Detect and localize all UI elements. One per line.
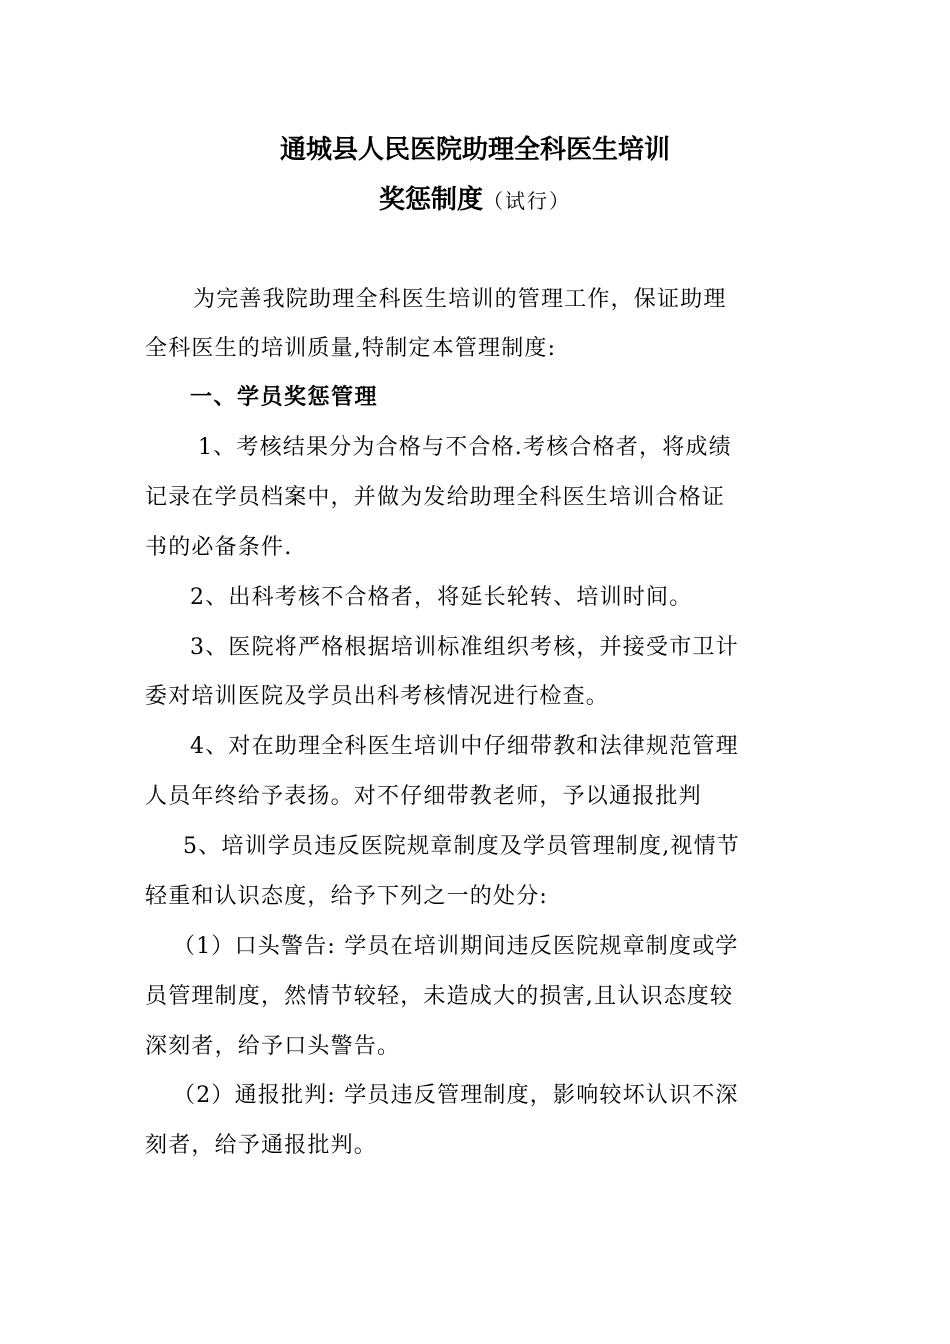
item-1-line-3: 书的必备条件.: [145, 535, 293, 560]
sub-item-1-line-2: 员管理制度，然情节较轻，未造成大的损害,且认识态度较: [145, 984, 734, 1009]
item-5-line-2: 轻重和认识态度，给予下列之一的处分:: [145, 884, 549, 909]
item-4-line-2: 人员年终给予表扬。对不仔细带教老师，予以通报批判: [145, 784, 702, 809]
sub-item-2-line-2: 刻者，给予通报批判。: [145, 1133, 378, 1158]
item-1-line-1: 1、考核结果分为合格与不合格.考核合格者，将成绩: [198, 435, 732, 460]
document-title-line-2: [0, 183, 950, 218]
sub-item-2-line-1: （2）通报批判: 学员违反管理制度，影响较坏认识不深: [173, 1083, 739, 1108]
item-1-line-2: 记录在学员档案中，并做为发给助理全科医生培训合格证: [145, 485, 726, 510]
sub-item-1-line-3: 深刻者，给予口头警告。: [145, 1034, 401, 1059]
paragraph-intro-line-2: 全科医生的培训质量,特制定本管理制度:: [145, 336, 557, 361]
document-title-line-1: 通城县人民医院助理全科医生培训: [279, 135, 670, 165]
document-title-main: 奖惩制度: [378, 185, 483, 215]
section-heading: 一、学员奖惩管理: [190, 385, 379, 410]
document-title-suffix: （试行）: [483, 189, 571, 213]
item-3-line-1: 3、医院将严格根据培训标准组织考核，并接受市卫计: [190, 635, 739, 660]
item-2-line-1: 2、出科考核不合格者，将延长轮转、培训时间。: [190, 585, 693, 610]
item-5-line-1: 5、培训学员违反医院规章制度及学员管理制度,视情节: [183, 834, 740, 859]
item-3-line-2: 委对培训医院及学员出科考核情况进行检查。: [145, 684, 610, 709]
paragraph-intro-line-1: 为完善我院助理全科医生培训的管理工作，保证助理: [193, 287, 727, 312]
sub-item-1-line-1: （1）口头警告: 学员在培训期间违反医院规章制度或学: [173, 934, 739, 959]
item-4-line-1: 4、对在助理全科医生培训中仔细带教和法律规范管理: [190, 734, 739, 759]
